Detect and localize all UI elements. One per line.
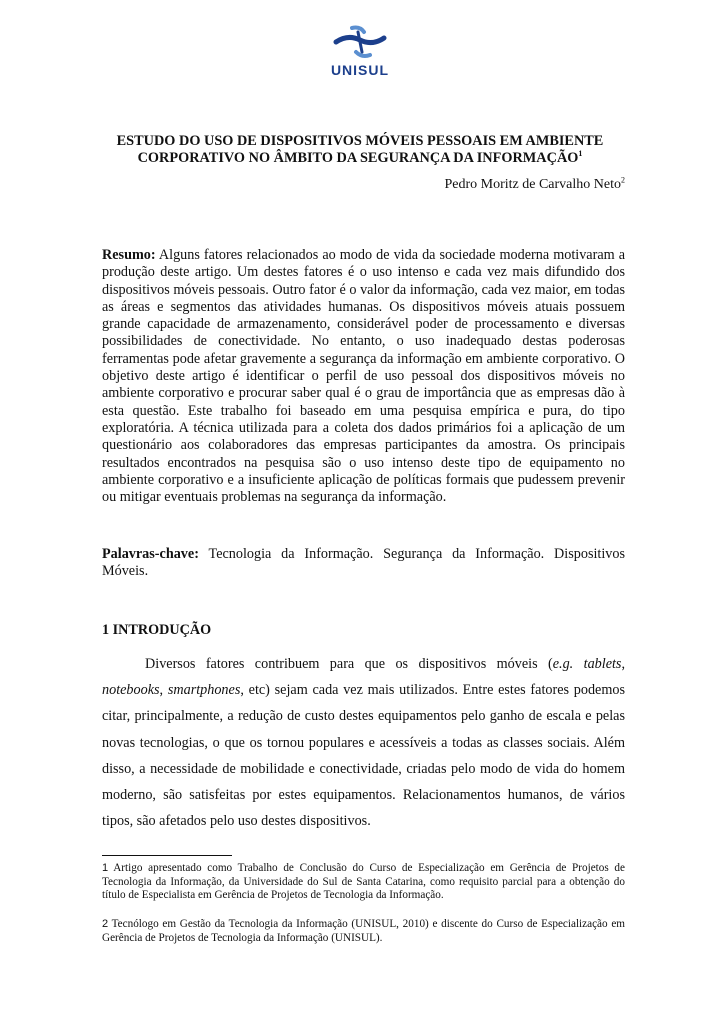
footnote-divider	[102, 855, 232, 856]
intro-eg: e.g.	[552, 656, 574, 672]
section-heading: 1 INTRODUÇÃO	[102, 622, 212, 638]
logo-text: UNISUL	[330, 62, 390, 78]
intro-smartphones: smartphones	[167, 682, 241, 699]
title-footnote-ref[interactable]: 1	[578, 149, 583, 159]
footnote-1-number: 1	[102, 862, 109, 874]
paper-title	[100, 133, 620, 167]
intro-text-4: ,	[159, 682, 168, 699]
title-line-2-text: CORPORATIVO NO ÂMBITO DA SEGURANÇA DA INFORMAÇÃO	[137, 150, 579, 166]
footnote-1	[102, 862, 625, 903]
intro-tablets: tablets	[583, 656, 622, 672]
intro-text-5: , etc) sejam cada vez mais utilizados. Entre estes fatores podemos citar, principalmente, a redução de custo destes equipamentos pelo ganho de escala e pelas novas tecnologias, o que os tornou populares e acessíveis a todas as classes sociais. Além disso, a necessidade de mobilidade e conectividade, criadas pelo modo de vida do homem moderno, são satisfeitas por estes equipamentos. Relacionamentos humanos, de vários tipos, são afetados pelo uso destes dispositivos.	[102, 682, 625, 830]
intro-text-1: Diversos fatores contribuem para que os dispositivos móveis (	[145, 656, 553, 672]
footnote-2-text: Tecnólogo em Gestão da Tecnologia da Informação (UNISUL, 2010) e discente do Curso de Especialização em Gerência de Projetos de Tecnologia da Informação (UNISUL).	[102, 918, 625, 944]
title-line-1: ESTUDO DO USO DE DISPOSITIVOS MÓVEIS PESSOAIS EM AMBIENTE	[116, 133, 604, 149]
author-footnote-ref[interactable]: 2	[621, 175, 625, 185]
abstract	[102, 247, 625, 506]
unisul-logo	[318, 22, 402, 84]
author-name	[444, 176, 625, 193]
intro-paragraph	[102, 651, 625, 834]
keywords-text: Tecnologia da Informação. Segurança da Informação. Dispositivos Móveis.	[102, 546, 625, 580]
keywords-label: Palavras-chave:	[102, 546, 199, 562]
footnote-2	[102, 918, 625, 945]
abstract-label: Resumo:	[102, 247, 156, 263]
unisul-emblem-icon	[330, 22, 390, 62]
intro-notebooks: notebooks	[102, 682, 160, 699]
author-name-text: Pedro Moritz de Carvalho Neto	[444, 177, 621, 192]
keywords	[102, 546, 625, 581]
title-line-2	[100, 150, 620, 167]
footnote-1-text: Artigo apresentado como Trabalho de Conclusão do Curso de Especialização em Gerência de Projetos de Tecnologia da Informação, da Universidade do Sul de Santa Catarina, como requisito parcial para a obtenção do título de Especialista em Gerência de Projetos de Tecnologia da Informação.	[102, 862, 625, 902]
intro-text-2	[573, 656, 583, 672]
abstract-text: Alguns fatores relacionados ao modo de vida da sociedade moderna motivaram a produção deste artigo. Um destes fatores é o uso intenso e cada vez mais difundido dos dispositivos móveis pessoais. Outro fator é o valor da informação, cada vez maior, em todas as áreas e segmentos das atividades humanas. Os dispositivos móveis atuais possuem grande capacidade de armazenamento, considerável poder de processamento e diversas possibilidades de conectividade. No entanto, o uso inadequado destas poderosas ferramentas pode afetar gravemente a segurança da informação em ambiente corporativo. O objetivo deste artigo é identificar o perfil de uso pessoal dos dispositivos móveis no ambiente corporativo e procurar saber qual é o grau de importância que as empresas dão à esta questão. Este trabalho foi baseado em uma pesquisa empírica e pura, do tipo exploratória. A técnica utilizada para a coleta dos dados primários foi a aplicação de um questionário aos colaboradores das empresas participantes da amostra. Os principais resultados encontrados na pesquisa são o uso intenso deste tipo de equipamento no ambiente corporativo e a insuficiente aplicação de políticas formais que pudessem prevenir ou mitigar eventuais problemas na segurança da informação.	[102, 247, 626, 506]
footnote-2-number: 2	[102, 918, 109, 930]
intro-text-3: ,	[621, 656, 626, 672]
